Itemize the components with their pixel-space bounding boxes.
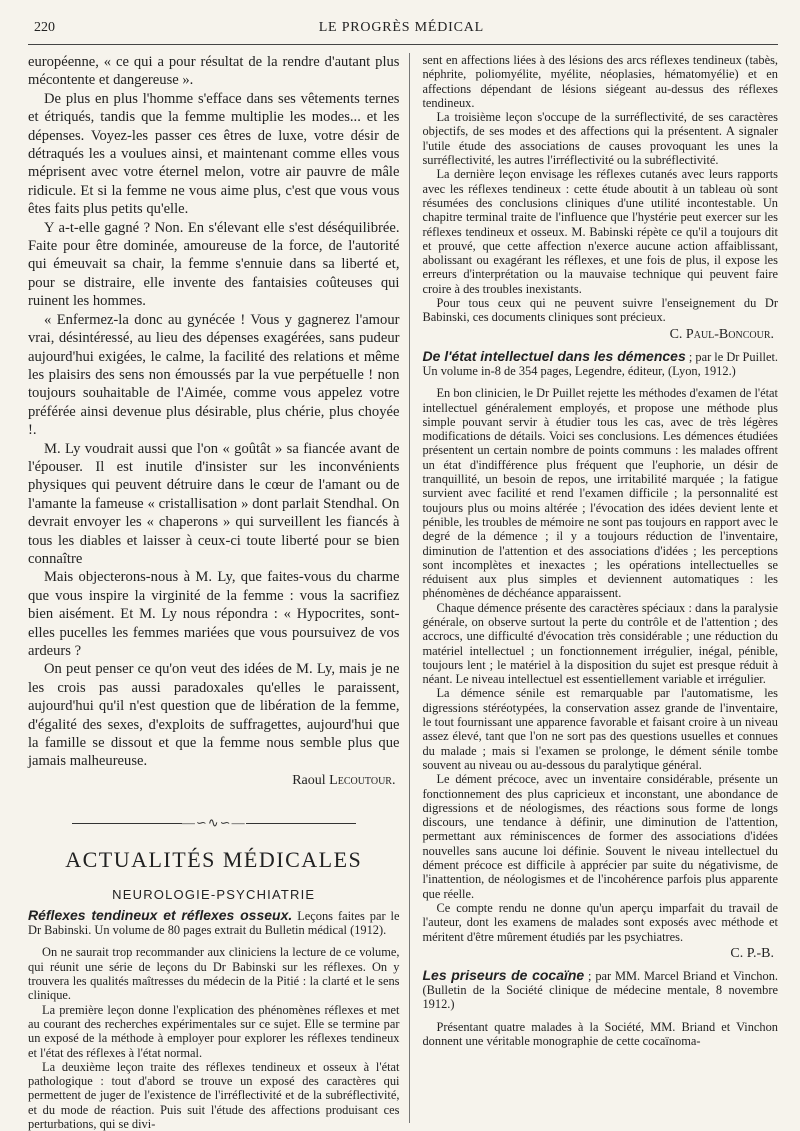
- left-paragraph: européenne, « ce qui a pour résultat de la rendre d'autant plus mécontente et dangereuse ».: [28, 54, 400, 89]
- article-citation: Leçons faites par le Dr Babinski. Un volume de 80 pages extrait du Bulletin médical (1912).: [28, 908, 400, 938]
- article-paragraph: La dernière leçon envisage les réflexes cutanés avec leurs rapports avec les réflexes tendineux : cette étude aboutit à un tableau où sont résumées des conclusions cliniques d'une utilité incontestable. Un chapitre terminal traite de l'influence que l'hystérie peut exercer sur les réflexes tendineux et osseux. M. Babinski répète ce qu'il a toujours dit et prouvé, que cette affection n'exerce aucune action affaiblissant, abolissant ou exagérant les réflexes, et une fois de plus, il expose les erreurs d'interprétation ou la mauvaise technique qui peuvent faire croire à des troubles inexistants.: [422, 167, 778, 296]
- article-title: Réflexes tendineux et réflexes osseux.: [28, 906, 293, 923]
- left-paragraph: M. Ly voudrait aussi que l'on « goûtât » sa fiancée avant de l'épouser. Il est inutile d'insister sur les inconvénients physiques qui peuvent détruire dans le cœur de l'amant ou de l'amante la fameuse « cristallisation » dont parlait Stendhal. On devrait envoyer les « chaperons » qui surveillent les fiancés à tous les diables et laisser à ceux-ci toute liberté pour se bien connaître: [28, 440, 400, 567]
- left-paragraph: « Enfermez-la donc au gynécée ! Vous y gagnerez l'amour vrai, désintéressé, au lieu des dépenses exagérées, sans pudeur aujourd'hui exigées, le calme, la facilité des relations et même les plaisirs des sens non émoussés par la vue perpétuelle ! non toujours souhaitable de l'Aimée, comme vous appelez votre préférée ainsi devenue plus désirable, plus chérie, plus choyée !.: [28, 311, 400, 439]
- section-divider: [28, 815, 399, 831]
- article-citation: ; par le Dr Puillet. Un volume in-8 de 354 pages, Legendre, éditeur, (Lyon, 1912.): [422, 349, 778, 378]
- page-number: 220: [34, 20, 55, 35]
- article-paragraph: Présentant quatre malades à la Société, MM. Briand et Vinchon donnent une véritable monographie de cette cocaïnoma-: [422, 1019, 778, 1048]
- article-signature: C. P.-B.: [730, 945, 774, 961]
- article-title: De l'état intellectuel dans les démences: [422, 347, 686, 364]
- journal-title: LE PROGRÈS MÉDICAL: [318, 20, 484, 35]
- article-paragraph: sent en affections liées à des lésions des arcs réflexes tendineux (tabès, néphrite, poliomyélite, myélite, néoplasies, hématomyélie) et en affections dépendant de lésions siégeant au-dessus des réflexes tendineux.: [422, 53, 778, 110]
- author-signature: [28, 773, 395, 789]
- article-heading: [28, 908, 399, 938]
- article-paragraph: La deuxième leçon traite des réflexes tendineux et osseux à l'état pathologique : tout d'abord se trouve un exposé des caractères qui permettent de juger de l'existence de l'irréflectivité et de la subréflectivité, et du mode de réaction. Puis suit l'étude des affections produisant ces perturbations, qui se divi-: [28, 1059, 400, 1131]
- left-paragraph: Y a-t-elle gagné ? Non. En s'élevant elle s'est déséquilibrée. Faite pour être dominée, amoureuse de la force, de l'autorité qui émeuvait sa chair, la femme s'ennuie dans sa liberté et, pour se distraire, elle invente des fantaisies coûteuses qui ruinent les hommes.: [28, 219, 400, 310]
- article-paragraph: On ne saurait trop recommander aux cliniciens la lecture de ce volume, qui réunit une série de leçons du Dr Babinski sur les réflexes. On y trouvera les qualités maîtresses du médecin de la Pitié : la clarté et le sens clinique.: [28, 945, 400, 1003]
- article-paragraph: La démence sénile est remarquable par l'automatisme, les digressions stéréotypées, la conservation assez grande de l'inventaire, le tout fournissant une apparence favorable et faisant croire à un niveau assez élevé, tant que l'on ne sort pas des questions usuelles et connues du malade ; mais si l'examen se prolonge, le dément sénile tombe souvent au niveau ou au-dessous du paralytique général.: [422, 686, 778, 772]
- article-citation: ; par MM. Marcel Briand et Vinchon. (Bulletin de la Société clinique de médecine mentale, 8 novembre 1912.): [422, 968, 778, 1012]
- article-heading: [422, 349, 778, 379]
- section-title: ACTUALITÉS MÉDICALES: [65, 846, 363, 872]
- article-paragraph: La troisième leçon s'occupe de la surréflectivité, de ses caractères objectifs, de ses modes et des affections qui la présentent. A signaler l'utile étude des associations de causes provoquant les unes la surréflectivité, les autres l'irréflectivité ou la subréflectivité.: [422, 110, 778, 168]
- left-paragraph: Mais objecterons-nous à M. Ly, que faites-vous du charme que vous inspire la virginité de la femme : vous la sacrifiez bien aisément. Et M. Ly nous répondra : « Hypocrites, sont-elles pucelles les femmes mariées que vous poursuivez de vos ardeurs ?: [28, 569, 400, 659]
- article-paragraph: Chaque démence présente des caractères spéciaux : dans la paralysie générale, on observe surtout la perte du contrôle et de l'attention ; des accrocs, une difficulté d'évocation très considérable ; une réduction du matériel intellectuel ; un fonctionnement irrégulier, inégal, pénible, toujours lent ; le matériel à la disposition du sujet est presque réduit à néant. Le niveau intellectuel est essentiellement variable et irrégulier.: [422, 600, 778, 687]
- article-puillet: [422, 349, 778, 962]
- left-paragraph: De plus en plus l'homme s'efface dans ses vêtements ternes et étriqués, tandis que la femme multiplie les modes... et les dépenses. Voyez-les passer ces êtres de luxe, votre désir de détraqués les a voulues ainsi, et maintenant comme elles vous méprisent avec votre éternel melon, votre air pauvre de mâle ridicule. Et si la femme ne vous aime plus, c'est que vous vous êtes faits plus petits qu'elle.: [28, 90, 400, 218]
- article-paragraph: Ce compte rendu ne donne qu'un aperçu imparfait du travail de l'auteur, dont les examens de malades sont exposés avec méthode et méritent d'être mûrement étudiés par les psychiatres.: [422, 900, 778, 944]
- right-column: [410, 53, 778, 1123]
- article-paragraph: La première leçon donne l'explication des phénomènes réflexes et met au courant des recherches expérimentales sur ce sujet. Elle se termine par un exposé de la méthode à employer pour explorer les réflexes tendineux et l'état des réflexes à l'état normal.: [28, 1002, 400, 1060]
- divider-ornament: —∽∿∽—: [181, 814, 246, 830]
- article-paragraph: Le dément précoce, avec un inventaire considérable, présente un fonctionnement des plus capricieux et inconstant, une abondance de digressions et de néologismes, des réactions sous forme de longs discours, une tendance à définir, une diminution de l'attention, permettant aux réminiscences de former des associations d'idées nouvelles sans aucune loi définie. Souvent le niveau intellectuel du dément précoce est difficile à apprécier par suite du négativisme, de l'inattention, de néologismes et de l'incohérence parfois plus apparente que réelle.: [422, 772, 778, 901]
- signature-first-name: Raoul: [292, 772, 330, 788]
- section-subtitle: NEUROLOGIE-PSYCHIATRIE: [112, 886, 316, 902]
- signature-last-name: Lecoutour.: [329, 772, 396, 788]
- article-paragraph: Pour tous ceux qui ne peuvent suivre l'enseignement du Dr Babinski, ces documents cliniques sont précieux.: [422, 296, 778, 325]
- article-cocaine: [422, 968, 778, 1048]
- running-header: [28, 20, 778, 45]
- article-paragraph: En bon clinicien, le Dr Puillet rejette les méthodes d'examen de l'état intellectuel généralement employés, et propose une méthode plus simple pouvant servir à étudier tous les cas, avec de très légères modifications de détails. Voici ses conclusions. Les démences étudiées présentent un certain nombre de points communs : les malades offrent un état d'indifférence plus fréquent que l'euphorie, un désir de tranquillité, un besoin de repos, une irritabilité marquée ; la fatigue survient avec facilité et rend l'examen difficile ; la personnalité est toujours plus ou moins altérée ; l'évocation des idées devient lente et pénible, les troubles de mémoire ne sont pas toujours en rapport avec le degré de la démence ; il y a toujours réduction de l'inventaire, diminution de l'attention et des associations d'idées ; les perceptions sont incomplètes et inexactes ; les opérations intellectuelles se réduisent aux plus simples et deviennent automatiques : les phénomènes de déchéance apparaissent.: [422, 386, 778, 601]
- article-heading: [422, 968, 778, 1012]
- left-paragraph: On peut penser ce qu'on veut des idées de M. Ly, mais je ne les crois pas aussi paradoxales qu'elles le paraissent, aujourd'hui qu'il n'est question que de libération de la femme, d'égalité des sexes, d'exploits de suffragettes, aujourd'hui que la famille se dissout et que la femme nous semble plus que jamais malheureuse.: [28, 661, 400, 770]
- article-title: Les priseurs de cocaïne: [422, 966, 585, 983]
- left-column: [28, 53, 410, 1131]
- article-babinski: [28, 908, 399, 1131]
- article-signature: C. Paul-Boncour.: [669, 326, 774, 342]
